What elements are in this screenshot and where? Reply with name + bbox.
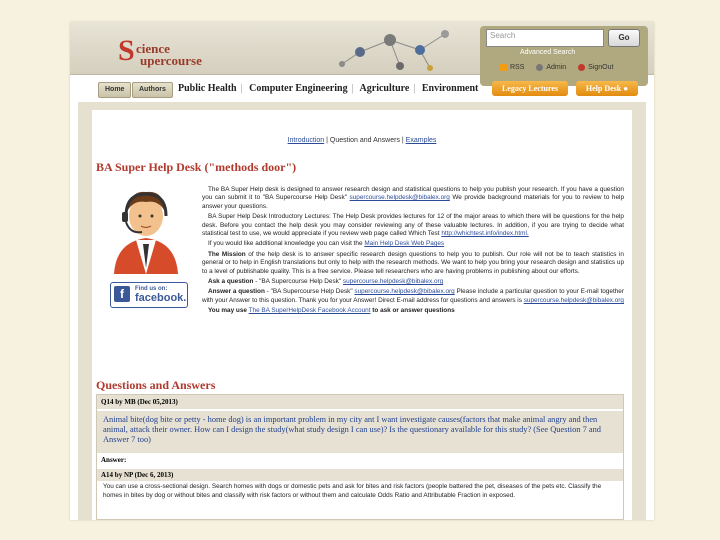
desc-paragraph — [202, 278, 624, 286]
logo-line2: upercourse — [140, 53, 202, 68]
question-card — [96, 394, 624, 520]
facebook-badge[interactable] — [110, 282, 188, 308]
examples-link[interactable]: Examples — [405, 137, 437, 144]
rss-label: RSS — [510, 64, 525, 71]
main-helpdesk-link[interactable]: Main Help Desk Web Pages — [364, 240, 445, 248]
desc-text: Please include a particular question to your E-mail together with your Answer to this question. Thank you for your Answer! Direct E-mail address for questions and answers is — [202, 288, 624, 304]
answer-header: A14 by NP (Dec 6, 2013) — [97, 469, 623, 481]
desc-text: - "BA Supercourse Help Desk" — [266, 288, 353, 296]
admin-label: Admin — [546, 64, 567, 71]
desc-paragraph — [202, 288, 624, 305]
user-icon: ● — [623, 84, 629, 93]
question-text: Animal bite(dog bite or petty - home dog) is an important problem in my city ant I want investigate causes(factors that make animal angry and then animal, attack their owner. How can I design the study(what study design I can use)? Is the questionary available for this study? (See Question 7 and Answer 7 too) — [97, 411, 623, 453]
ask-email-link[interactable]: supercourse.helpdesk@bibalex.org — [342, 278, 444, 286]
rss-link[interactable] — [500, 64, 524, 71]
sub-navigation: Introduction | Question and Answers | Examples — [287, 137, 437, 144]
facebook-account-link[interactable]: The BA SuperHelpDesk Facebook Account — [248, 307, 371, 315]
advanced-search-link[interactable]: Advanced Search — [520, 49, 576, 56]
molecule-graphic — [320, 22, 480, 74]
site-logo[interactable] — [118, 36, 258, 70]
search-input[interactable]: Search — [486, 29, 604, 47]
logo-letter: S — [118, 34, 135, 67]
answer-text: You can use a cross-sectional design. Search homes with dogs or domestic pets and ask for bites and risk factors (people battered the pet, diseases of the pets etc. Classify the homes in bites by dog or without bites and classify with risk factors or without them and calculate Odds Ratio and Attributable Fraction in exposed. — [103, 483, 602, 499]
qa-section-title: Questions and Answers — [96, 378, 216, 392]
help-desk-button[interactable] — [576, 81, 638, 96]
admin-link[interactable] — [536, 64, 566, 71]
desc-text: If you would like additional knowledge you can visit the — [208, 240, 363, 248]
authors-button[interactable]: Authors — [132, 82, 173, 98]
signout-label: SignOut — [588, 64, 614, 71]
use-label: You may use — [208, 307, 247, 315]
helpdesk-description — [202, 186, 624, 318]
desc-text: of the help desk is to answer specific research design questions to help you to publish. Our role will not be to teach statistics in general or to help in English translations but only to help with the research methods. We want to help you bring your research design and statistics up to a level of publishable quality. This is a free service. Please tell researchers who are having problems in publishing about our efforts. — [202, 250, 624, 275]
desc-text: - "BA Supercourse Help Desk" — [255, 278, 342, 286]
go-button[interactable]: Go — [608, 29, 640, 47]
desc-paragraph — [202, 186, 624, 211]
intro-link[interactable]: Introduction — [287, 137, 325, 144]
page-title: BA Super Help Desk ("methods door") — [96, 160, 297, 174]
qa-current: Question and Answers — [329, 137, 400, 144]
answer-label: Answer: — [101, 456, 127, 464]
content-panel — [92, 110, 632, 520]
user-icon — [536, 64, 543, 71]
use-label-end: to ask or answer questions — [372, 307, 455, 315]
page-frame — [70, 22, 654, 520]
category-computer-engineering[interactable]: Computer Engineering — [249, 83, 348, 94]
desc-paragraph — [202, 307, 624, 315]
email-link[interactable]: supercourse.helpdesk@bibalex.org — [349, 194, 450, 202]
category-environment[interactable]: Environment — [421, 83, 479, 94]
ask-label: Ask a question — [208, 278, 254, 286]
mission-label: The Mission — [208, 250, 246, 258]
desc-text: BA Super Help Desk Introductory Lectures: The Help Desk provides lectures for 12 of the major areas to which there will be questions for the help desk. Before you contact the help desk you may consider reviewing any of these valuable lectures. In addition, if you are trying to decide what statistical test to use, we would appreciate if you review web page called Which Test — [202, 213, 624, 238]
desc-text: The BA Super Help desk is designed to answer research design and statistical questions to help you publish your research. If you have a question you can submit it to "BA Supercourse Help Desk" — [202, 186, 624, 202]
answer-email-link[interactable]: supercourse.helpdesk@bibalex.org — [354, 288, 455, 296]
signout-icon — [578, 64, 585, 71]
category-links: Public Health | Computer Engineering | Agriculture | Environment — [178, 83, 479, 94]
facebook-find-us: Find us on: — [135, 286, 168, 292]
body-area — [78, 102, 646, 520]
direct-email-link[interactable]: supercourse.helpdesk@bibalex.org — [523, 296, 624, 304]
category-agriculture[interactable]: Agriculture — [359, 83, 410, 94]
desc-paragraph — [202, 213, 624, 238]
main-nav — [70, 78, 654, 100]
help-desk-label: Help Desk — [585, 84, 622, 93]
helpdesk-avatar — [106, 182, 186, 274]
answer-label: Answer a question — [208, 288, 265, 296]
category-public-health[interactable]: Public Health — [178, 83, 237, 94]
desc-paragraph — [202, 240, 624, 248]
signout-link[interactable] — [578, 64, 613, 71]
top-links — [500, 64, 623, 73]
site-header — [70, 22, 654, 75]
desc-paragraph — [202, 251, 624, 276]
legacy-lectures-button[interactable]: Legacy Lectures — [492, 81, 568, 96]
search-panel — [480, 26, 648, 86]
whichtest-link[interactable]: http://whichtest.info/index.html. — [441, 230, 529, 238]
home-button[interactable]: Home — [98, 82, 131, 98]
logo-line1: cience — [136, 41, 170, 56]
rss-icon — [500, 64, 507, 71]
question-header: Q14 by MB (Dec 05,2013) — [97, 395, 623, 409]
desc-text: We provide background materials for you to review to help answer your questions. — [202, 194, 624, 210]
facebook-icon: f — [114, 286, 130, 302]
facebook-wordmark: facebook. — [135, 292, 187, 304]
